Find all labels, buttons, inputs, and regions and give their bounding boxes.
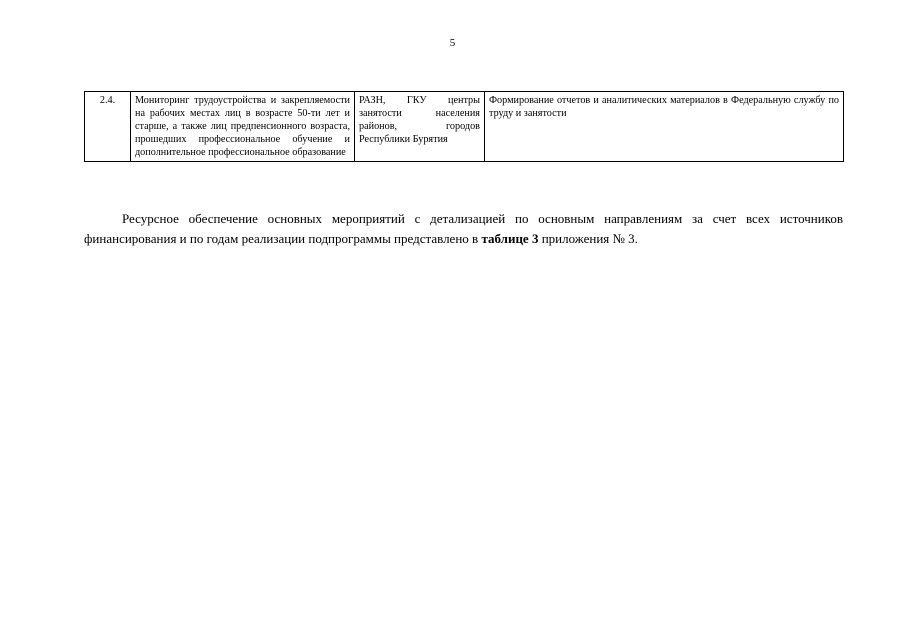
result-cell: Формирование отчетов и аналитических материалов в Федеральную службу по труду и занятости <box>485 92 844 162</box>
paragraph-text: Ресурсное обеспечение основных мероприятий с детализацией по основным направлениям за счет всех источников финансирования и по годам реализации подпрограммы представлено в <box>84 211 843 246</box>
row-number-cell: 2.4. <box>85 92 131 162</box>
executor-cell: РАЗН, ГКУ центры занятости населения районов, городов Республики Бурятия <box>355 92 485 162</box>
activities-table <box>84 91 844 162</box>
paragraph-text-end: приложения № 3. <box>538 231 638 246</box>
table-row <box>85 92 844 162</box>
page-number: 5 <box>449 37 456 49</box>
resource-paragraph <box>84 209 843 249</box>
activity-cell: Мониторинг трудоустройства и закрепляемости на рабочих местах лиц в возрасте 50-ти лет и старше, а также лиц предпенсионного возраста, прошедших профессиональное обучение и дополнительное профессиональное образование <box>131 92 355 162</box>
table-reference: таблице 3 <box>481 231 539 246</box>
